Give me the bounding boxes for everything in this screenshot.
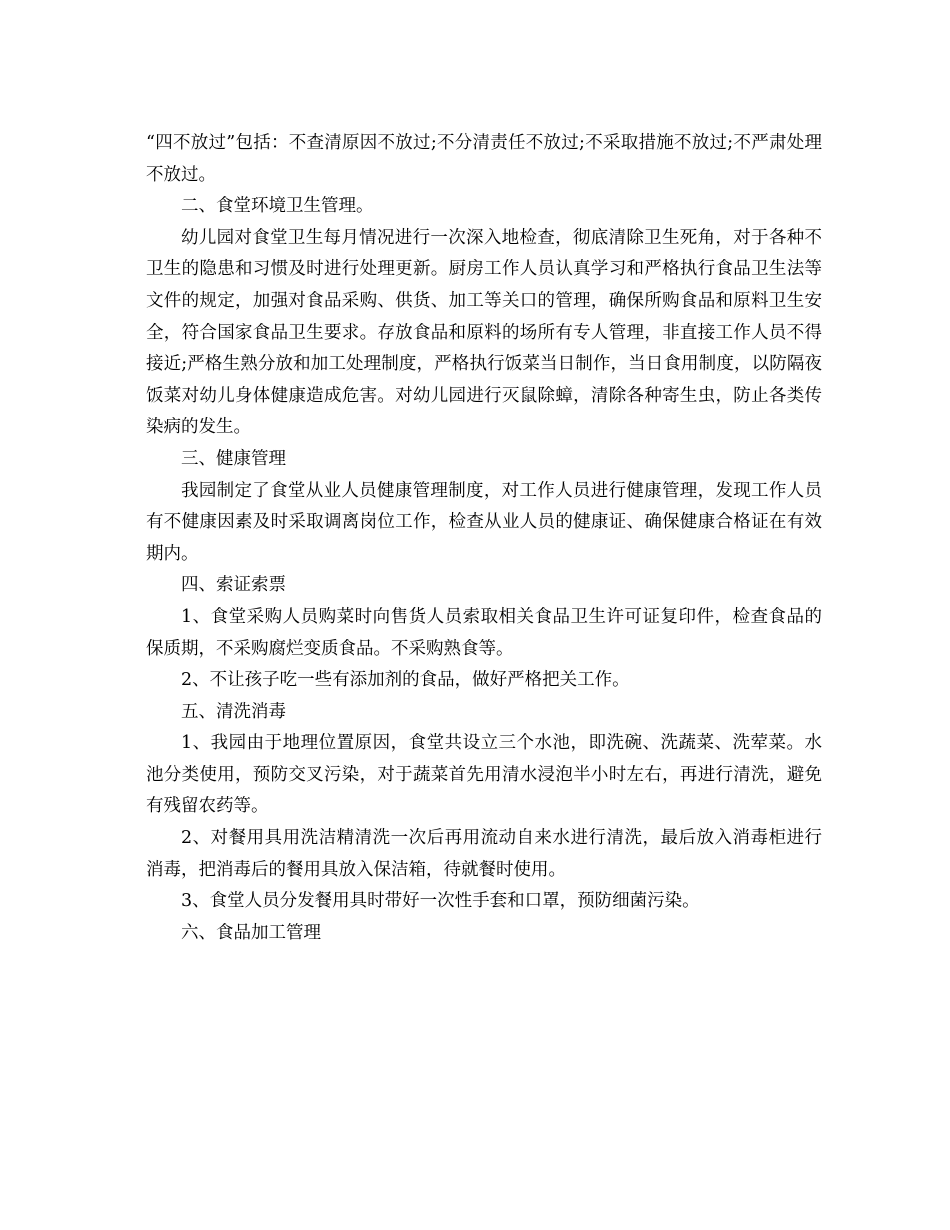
document-body — [146, 128, 822, 949]
heading-certificates-invoices: 四、索证索票 — [181, 575, 286, 596]
paragraph-no-additives: 2、不让孩子吃一些有添加剂的食品，做好严格把关工作。 — [181, 670, 630, 691]
paragraph-purchase-certificates: 1、食堂采购人员购菜时向售货人员索取相关食品卫生许可证复印件，检查食品的保质期，不采购腐烂变质食品。不采购熟食等。 — [146, 606, 822, 659]
paragraph-tableware-disinfection: 2、对餐用具用洗洁精清洗一次后再用流动自来水进行清洗，最后放入消毒柜进行消毒，把消毒后的餐用具放入保洁箱，待就餐时使用。 — [146, 828, 822, 880]
paragraph-four-not-let-go: “四不放过”包括：不查清原因不放过;不分清责任不放过;不采取措施不放过;不严肃处理不放过。 — [146, 133, 822, 185]
paragraph-gloves-masks: 3、食堂人员分发餐用具时带好一次性手套和口罩，预防细菌污染。 — [181, 891, 700, 912]
heading-food-processing-management: 六、食品加工管理 — [181, 922, 321, 943]
heading-canteen-environment-hygiene: 二、食堂环境卫生管理。 — [181, 196, 374, 217]
heading-cleaning-disinfection: 五、清洗消毒 — [181, 701, 286, 722]
heading-health-management: 三、健康管理 — [181, 448, 286, 469]
paragraph-canteen-hygiene-inspection: 幼儿园对食堂卫生每月情况进行一次深入地检查，彻底清除卫生死角，对于各种不卫生的隐患和习惯及时进行处理更新。厨房工作人员认真学习和严格执行食品卫生法等文件的规定，加强对食品采购、供货、加工等关口的管理，确保所购食品和原料卫生安全，符合国家食品卫生要求。存放食品和原料的场所有专人管理，非直接工作人员不得接近;严格生熟分放和加工处理制度，严格执行饭菜当日制作，当日食用制度，以防隔夜饭菜对幼儿身体健康造成危害。对幼儿园进行灭鼠除蟑，清除各种寄生虫，防止各类传染病的发生。 — [146, 227, 822, 438]
paragraph-sinks: 1、我园由于地理位置原因，食堂共设立三个水池，即洗碗、洗蔬菜、洗荤菜。水池分类使用，预防交叉污染，对于蔬菜首先用清水浸泡半小时左右，再进行清洗，避免有残留农药等。 — [146, 733, 822, 817]
paragraph-health-management: 我园制定了食堂从业人员健康管理制度，对工作人员进行健康管理，发现工作人员有不健康因素及时采取调离岗位工作，检查从业人员的健康证、确保健康合格证在有效期内。 — [146, 480, 822, 564]
